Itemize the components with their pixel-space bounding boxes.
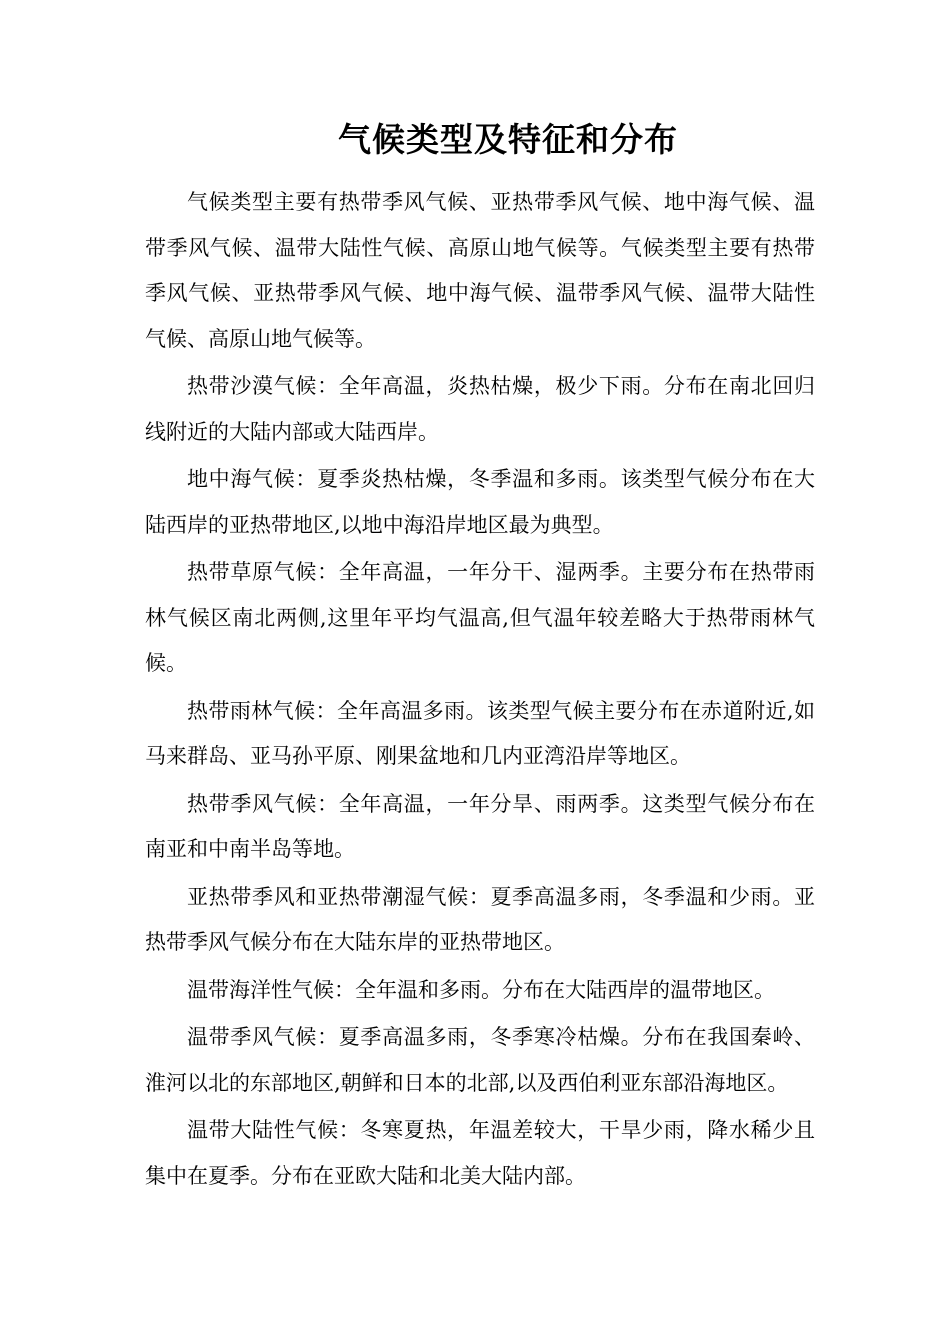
paragraph-temperate-monsoon: 温带季风气候：夏季高温多雨，冬季寒冷枯燥。分布在我国秦岭、淮河以北的东部地区,朝鲜和日本的北部,以及西伯利亚东部沿海地区。	[145, 1025, 815, 1095]
paragraph-subtropical-monsoon: 亚热带季风和亚热带潮湿气候：夏季高温多雨，冬季温和少雨。亚热带季风气候分布在大陆东岸的亚热带地区。	[145, 884, 815, 954]
document-body	[145, 180, 815, 1201]
paragraph-temperate-maritime: 温带海洋性气候：全年温和多雨。分布在大陆西岸的温带地区。	[187, 977, 775, 1002]
paragraph-temperate-continental: 温带大陆性气候：冬寒夏热，年温差较大，干旱少雨，降水稀少且集中在夏季。分布在亚欧大陆和北美大陆内部。	[145, 1118, 815, 1188]
paragraph-tropical-monsoon: 热带季风气候：全年高温，一年分旱、雨两季。这类型气候分布在南亚和中南半岛等地。	[145, 791, 815, 861]
paragraph-tropical-rainforest: 热带雨林气候：全年高温多雨。该类型气候主要分布在赤道附近,如马来群岛、亚马孙平原、刚果盆地和几内亚湾沿岸等地区。	[145, 698, 815, 768]
paragraph-intro: 气候类型主要有热带季风气候、亚热带季风气候、地中海气候、温带季风气候、温带大陆性气候、高原山地气候等。气候类型主要有热带季风气候、亚热带季风气候、地中海气候、温带季风气候、温带大陆性气候、高原山地气候等。	[145, 190, 815, 351]
paragraph-tropical-savanna: 热带草原气候：全年高温，一年分干、湿两季。主要分布在热带雨林气候区南北两侧,这里年平均气温高,但气温年较差略大于热带雨林气候。	[145, 560, 815, 675]
paragraph-mediterranean: 地中海气候：夏季炎热枯燥，冬季温和多雨。该类型气候分布在大陆西岸的亚热带地区,以地中海沿岸地区最为典型。	[145, 467, 815, 537]
paragraph-tropical-desert: 热带沙漠气候：全年高温，炎热枯燥，极少下雨。分布在南北回归线附近的大陆内部或大陆西岸。	[145, 374, 815, 444]
page-title: 气候类型及特征和分布	[338, 120, 678, 159]
